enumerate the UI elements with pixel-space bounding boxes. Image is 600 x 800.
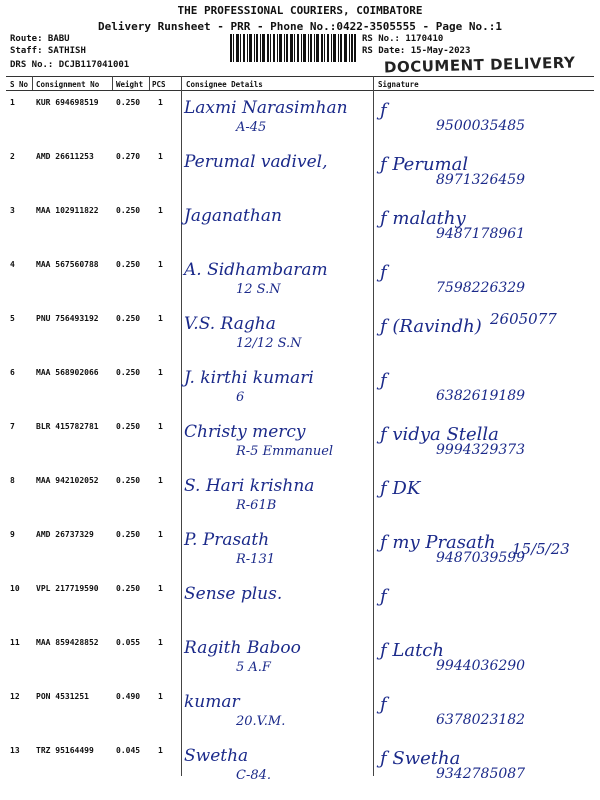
row-pcs: 1 (158, 584, 163, 593)
row-phone: 9487039599 (436, 550, 526, 566)
row-consignee-name: Sense plus. (184, 584, 283, 604)
row-weight: 0.250 (116, 260, 141, 269)
row-consignment-no: MAA 568902066 (36, 368, 99, 377)
table-row (6, 256, 594, 306)
row-signature: ƒ (Ravindh) (380, 316, 482, 337)
row-pcs: 1 (158, 530, 163, 539)
col-header-consignment: Consignment No (36, 80, 100, 89)
row-sno: 5 (10, 314, 15, 323)
row-signature: ƒ (380, 100, 387, 121)
row-consignee-address: C-84. (236, 768, 272, 783)
row-consignee-address: R-61B (236, 498, 277, 513)
table-row (6, 634, 594, 684)
row-pcs: 1 (158, 746, 163, 755)
row-signature: ƒ (380, 694, 387, 715)
row-phone: 9342785087 (436, 766, 526, 782)
row-sno: 2 (10, 152, 15, 161)
row-sno: 11 (10, 638, 20, 647)
rs-number: RS No.: 1170410 (362, 34, 444, 44)
row-consignment-no: PON 4531251 (36, 692, 89, 701)
row-signature: ƒ DK (380, 478, 421, 499)
row-signature: ƒ Latch (380, 640, 444, 661)
col-header-sno: S No (10, 80, 29, 89)
row-pcs: 1 (158, 260, 163, 269)
row-pcs: 1 (158, 152, 163, 161)
row-consignment-no: MAA 942102052 (36, 476, 99, 485)
table-header-rule (6, 90, 594, 91)
row-consignee-address: 12 S.N (236, 282, 281, 297)
table-row (6, 418, 594, 468)
table-row (6, 94, 594, 144)
row-consignee-name: Jaganathan (184, 206, 282, 226)
handwritten-date: 15/5/23 (512, 540, 570, 558)
row-phone: 9500035485 (436, 118, 526, 134)
row-signature: ƒ (380, 370, 387, 391)
row-phone: 9994329373 (436, 442, 526, 458)
table-row (6, 742, 594, 792)
row-signature: ƒ Perumal (380, 154, 469, 175)
row-phone: 9944036290 (436, 658, 526, 674)
col-divider (149, 76, 150, 90)
row-consignee-address: 20.V.M. (236, 714, 286, 729)
row-consignment-no: MAA 102911822 (36, 206, 99, 215)
row-consignee-name: J. kirthi kumari (184, 368, 314, 388)
row-consignment-no: PNU 756493192 (36, 314, 99, 323)
row-weight: 0.250 (116, 530, 141, 539)
route-label: Route: BABU (10, 34, 70, 44)
row-sno: 10 (10, 584, 20, 593)
col-header-weight: Weight (116, 80, 144, 89)
row-weight: 0.250 (116, 206, 141, 215)
row-pcs: 1 (158, 476, 163, 485)
row-phone: 7598226329 (436, 280, 526, 296)
row-consignee-name: Christy mercy (184, 422, 306, 442)
row-consignee-address: A-45 (236, 120, 267, 135)
col-divider (32, 76, 33, 90)
row-consignee-address: R-131 (236, 552, 275, 567)
row-consignment-no: TRZ 95164499 (36, 746, 94, 755)
row-pcs: 1 (158, 314, 163, 323)
row-weight: 0.055 (116, 638, 141, 647)
row-consignment-no: AMD 26611253 (36, 152, 94, 161)
row-consignee-address: 5 A.F (236, 660, 271, 675)
row-signature: ƒ (380, 586, 387, 607)
row-sno: 4 (10, 260, 15, 269)
row-pcs: 1 (158, 368, 163, 377)
row-phone: 9487178961 (436, 226, 526, 242)
row-signature: ƒ Swetha (380, 748, 461, 769)
table-row (6, 580, 594, 630)
row-consignee-name: Perumal vadivel, (184, 152, 328, 172)
table-row (6, 202, 594, 252)
row-pcs: 1 (158, 98, 163, 107)
row-consignee-name: S. Hari krishna (184, 476, 315, 496)
drs-number: DRS No.: DCJB117041001 (10, 60, 130, 70)
table-row (6, 526, 594, 576)
row-weight: 0.250 (116, 314, 141, 323)
row-signature: ƒ vidya Stella (380, 424, 499, 445)
row-phone: 6378023182 (436, 712, 526, 728)
row-consignee-name: P. Prasath (184, 530, 270, 550)
row-sno: 1 (10, 98, 15, 107)
row-consignee-address: 6 (236, 390, 245, 405)
row-signature: ƒ malathy (380, 208, 466, 229)
row-consignee-name: kumar (184, 692, 240, 712)
col-divider (112, 76, 113, 90)
row-consignee-name: V.S. Ragha (184, 314, 276, 334)
table-row (6, 364, 594, 414)
table-top-rule (6, 76, 594, 77)
table-row (6, 688, 594, 738)
document-delivery-stamp: DOCUMENT DELIVERY (383, 53, 576, 77)
row-weight: 0.250 (116, 98, 141, 107)
row-sno: 8 (10, 476, 15, 485)
row-signature: ƒ my Prasath (380, 532, 496, 553)
row-sno: 6 (10, 368, 15, 377)
row-phone: 8971326459 (436, 172, 526, 188)
table-row (6, 472, 594, 522)
company-title: THE PROFESSIONAL COURIERS, COIMBATORE (177, 4, 423, 17)
row-consignee-name: Ragith Baboo (184, 638, 301, 658)
row-consignment-no: BLR 415782781 (36, 422, 99, 431)
row-pcs: 1 (158, 206, 163, 215)
row-sno: 9 (10, 530, 15, 539)
row-sno: 7 (10, 422, 15, 431)
row-weight: 0.250 (116, 422, 141, 431)
row-consignee-name: Laxmi Narasimhan (184, 98, 348, 118)
col-header-pcs: PCS (152, 80, 166, 89)
row-weight: 0.250 (116, 476, 141, 485)
row-weight: 0.045 (116, 746, 141, 755)
row-weight: 0.250 (116, 584, 141, 593)
row-consignment-no: AMD 26737329 (36, 530, 94, 539)
row-consignment-no: VPL 217719590 (36, 584, 99, 593)
row-weight: 0.490 (116, 692, 141, 701)
row-consignee-name: A. Sidhambaram (184, 260, 328, 280)
row-phone: 6382619189 (436, 388, 526, 404)
row-consignment-no: MAA 859428852 (36, 638, 99, 647)
barcode-image (230, 34, 356, 62)
row-sno: 12 (10, 692, 20, 701)
row-pcs: 1 (158, 692, 163, 701)
row-consignment-no: KUR 694698519 (36, 98, 99, 107)
row-sno: 3 (10, 206, 15, 215)
row-signature: ƒ (380, 262, 387, 283)
row-consignment-no: MAA 567560788 (36, 260, 99, 269)
runsheet-subtitle: Delivery Runsheet - PRR - Phone No.:0422-3505555 - Page No.:1 (98, 20, 502, 33)
staff-label: Staff: SATHISH (10, 46, 86, 56)
rs-date: RS Date: 15-May-2023 (362, 46, 471, 56)
row-consignee-name: Swetha (184, 746, 249, 766)
row-sno: 13 (10, 746, 20, 755)
row-weight: 0.250 (116, 368, 141, 377)
row-consignee-address: 12/12 S.N (236, 336, 302, 351)
handwritten-number: 2605077 (490, 310, 557, 328)
row-consignee-address: R-5 Emmanuel (236, 444, 334, 459)
table-row (6, 148, 594, 198)
col-header-signature: Signature (378, 80, 419, 89)
col-header-consignee: Consignee Details (186, 80, 263, 89)
row-pcs: 1 (158, 422, 163, 431)
row-pcs: 1 (158, 638, 163, 647)
row-weight: 0.270 (116, 152, 141, 161)
